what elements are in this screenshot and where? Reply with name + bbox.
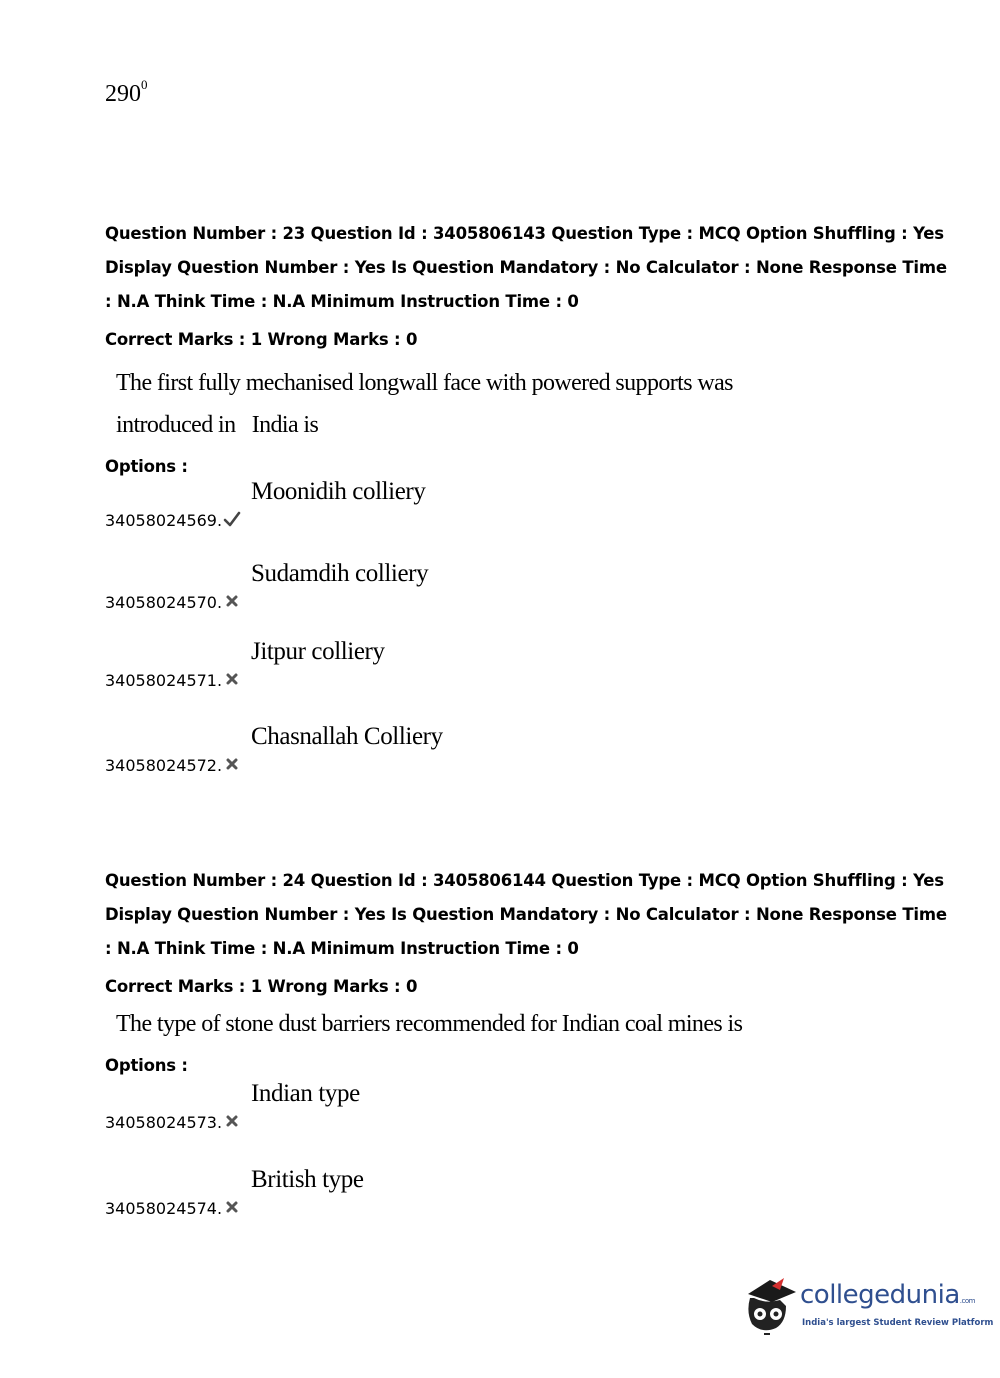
question-meta-line: Question Number : 23 Question Id : 3405806143 Question Type : MCQ Option Shuffling : Yes bbox=[105, 224, 944, 243]
option-34058024574 bbox=[105, 1166, 705, 1218]
option-text: British type bbox=[251, 1166, 364, 1193]
question-text-line: The first fully mechanised longwall face with powered supports was bbox=[116, 370, 733, 396]
question-meta-line: : N.A Think Time : N.A Minimum Instruction Time : 0 bbox=[105, 292, 579, 311]
option-id: 34058024569. bbox=[105, 511, 223, 530]
logo-brand bbox=[800, 1280, 975, 1310]
logo-tagline: India's largest Student Review Platform bbox=[802, 1318, 994, 1328]
question-23-marks: Correct Marks : 1 Wrong Marks : 0 bbox=[105, 330, 418, 349]
question-23-meta bbox=[105, 217, 947, 319]
option-id: 34058024573. bbox=[105, 1113, 223, 1132]
question-23-text bbox=[116, 362, 876, 446]
cross-icon bbox=[223, 670, 241, 688]
previous-answer bbox=[105, 77, 148, 108]
option-id: 34058024572. bbox=[105, 756, 223, 775]
question-24-meta bbox=[105, 864, 947, 966]
logo-brand-text: collegedunia bbox=[800, 1280, 960, 1310]
option-id: 34058024571. bbox=[105, 671, 223, 690]
option-text: Indian type bbox=[251, 1080, 360, 1107]
option-34058024571 bbox=[105, 638, 705, 690]
option-34058024570 bbox=[105, 560, 705, 612]
question-24-options-label: Options : bbox=[105, 1056, 188, 1075]
option-text: Sudamdih colliery bbox=[251, 560, 429, 587]
option-text: Jitpur colliery bbox=[251, 638, 385, 665]
check-icon bbox=[223, 510, 241, 528]
option-text: Chasnallah Colliery bbox=[251, 723, 443, 750]
question-text-line: introduced in India is bbox=[116, 412, 319, 438]
question-23-options-label: Options : bbox=[105, 457, 188, 476]
student-mascot-icon bbox=[740, 1272, 800, 1336]
question-text-line: The type of stone dust barriers recommended for Indian coal mines is bbox=[116, 1011, 743, 1037]
question-meta-line: : N.A Think Time : N.A Minimum Instruction Time : 0 bbox=[105, 939, 579, 958]
question-meta-line: Question Number : 24 Question Id : 3405806144 Question Type : MCQ Option Shuffling : Yes bbox=[105, 871, 944, 890]
collegedunia-logo bbox=[740, 1270, 994, 1340]
option-34058024573 bbox=[105, 1080, 705, 1132]
question-meta-line: Display Question Number : Yes Is Question Mandatory : No Calculator : None Response Time bbox=[105, 905, 947, 924]
question-24-marks: Correct Marks : 1 Wrong Marks : 0 bbox=[105, 977, 418, 996]
logo-suffix: .com bbox=[959, 1297, 975, 1305]
option-34058024569 bbox=[105, 478, 705, 530]
cross-icon bbox=[223, 592, 241, 610]
option-text: Moonidih colliery bbox=[251, 478, 426, 505]
cross-icon bbox=[223, 1112, 241, 1130]
cross-icon bbox=[223, 1198, 241, 1216]
previous-answer-superscript: 0 bbox=[141, 77, 148, 92]
option-id: 34058024574. bbox=[105, 1199, 223, 1218]
question-24-text bbox=[116, 1003, 876, 1045]
previous-answer-value: 290 bbox=[105, 81, 141, 107]
cross-icon bbox=[223, 755, 241, 773]
question-meta-line: Display Question Number : Yes Is Question Mandatory : No Calculator : None Response Time bbox=[105, 258, 947, 277]
option-34058024572 bbox=[105, 723, 705, 775]
option-id: 34058024570. bbox=[105, 593, 223, 612]
